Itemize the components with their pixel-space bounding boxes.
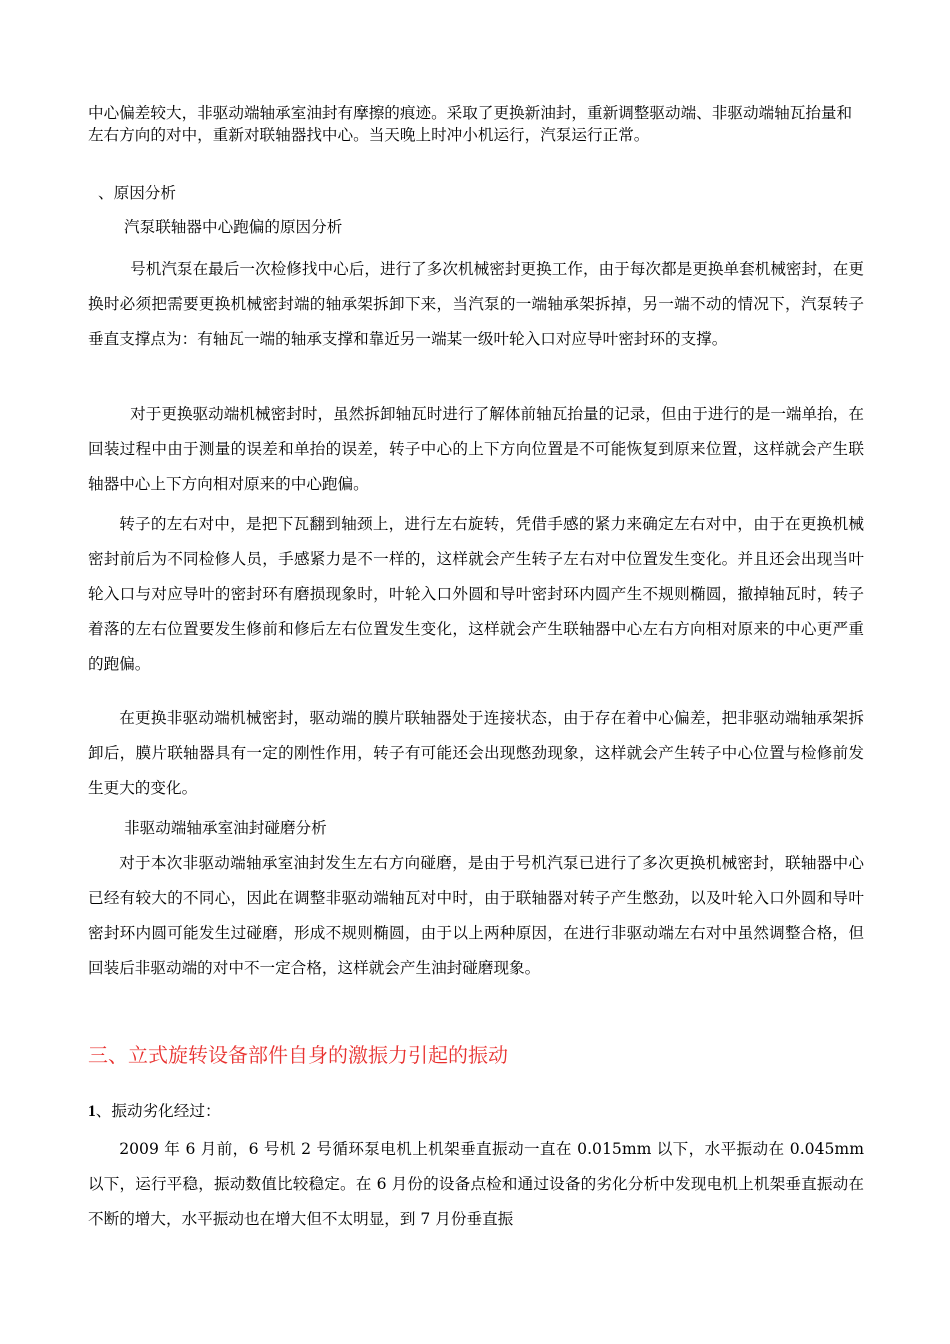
paragraph-non-drive-end: 在更换非驱动端机械密封，驱动端的膜片联轴器处于连接状态，由于存在着中心偏差，把非驱动端轴承架拆卸后，膜片联轴器具有一定的刚性作用，转子有可能还会出现憋劲现象，这样就会产生转子中心位置与检修前发生更大的变化。: [88, 709, 864, 797]
item-heading-text: 、振动劣化经过：: [95, 1102, 221, 1120]
paragraph-oil-seal: 对于本次非驱动端轴承室油封发生左右方向碰磨，是由于号机汽泵已进行了多次更换机械密封，联轴器中心已经有较大的不同心，因此在调整非驱动端轴瓦对中时，由于联轴器对转子产生憋劲，以及叶轮入口外圆和导叶密封环内圆可能发生过碰磨，形成不规则椭圆，由于以上两种原因，在进行非驱动端左右对中虽然调整合格，但回装后非驱动端的对中不一定合格，这样就会产生油封碰磨现象。: [88, 854, 864, 977]
paragraph-drive-end: 对于更换驱动端机械密封时，虽然拆卸轴瓦时进行了解体前轴瓦抬量的记录，但由于进行的是一端单抬，在回装过程中由于测量的误差和单抬的误差，转子中心的上下方向位置是不可能恢复到原来位置，这样就会产生联轴器中心上下方向相对原来的中心跑偏。: [88, 405, 864, 493]
paragraph-left-right-alignment: 转子的左右对中，是把下瓦翻到轴颈上，进行左右旋转，凭借手感的紧力来确定左右对中，由于在更换机械密封前后为不同检修人员，手感紧力是不一样的，这样就会产生转子左右对中位置发生变化。并且还会出现当叶轮入口与对应导叶的密封环有磨损现象时，叶轮入口外圆和导叶密封环内圆产生不规则椭圆，撤掉轴瓦时，转子着落的左右位置要发生修前和修后左右位置发生变化，这样就会产生联轴器中心左右方向相对原来的中心更严重的跑偏。: [88, 515, 864, 673]
subheading-oil-seal-rubbing: 非驱动端轴承室油封碰磨分析: [124, 819, 327, 837]
paragraph-opening: 中心偏差较大，非驱动端轴承室油封有摩擦的痕迹。采取了更换新油封，重新调整驱动端、非驱动端轴瓦抬量和左右方向的对中，重新对联轴器找中心。当天晚上时冲小机运行，汽泵运行正常。: [88, 104, 853, 144]
item-heading-vibration-history: [88, 1094, 864, 1129]
section-heading-vertical-equipment: 三、立式旋转设备部件自身的激振力引起的振动: [88, 1043, 508, 1067]
subheading-coupling-offset: 汽泵联轴器中心跑偏的原因分析: [124, 218, 343, 236]
paragraph-overhaul: 号机汽泵在最后一次检修找中心后，进行了多次机械密封更换工作，由于每次都是更换单套机械密封，在更换时必须把需要更换机械密封端的轴承架拆卸下来，当汽泵的一端轴承架拆掉，另一端不动的情况下，汽泵转子垂直支撑点为：有轴瓦一端的轴承支撑和靠近另一端某一级叶轮入口对应导叶密封环的支撑。: [88, 260, 864, 348]
paragraph-vibration-record: 2009 年 6 月前，6 号机 2 号循环泵电机上机架垂直振动一直在 0.015mm 以下，水平振动在 0.045mm 以下，运行平稳，振动数值比较稳定。在 6 月份的设备点检和通过设备的劣化分析中发现电机上机架垂直振动在不断的增大，水平振动也在增大但不太明显，到 7 月份垂直振: [88, 1140, 864, 1228]
heading-cause-analysis: 、原因分析: [98, 184, 176, 202]
item-number: 1: [88, 1103, 96, 1120]
